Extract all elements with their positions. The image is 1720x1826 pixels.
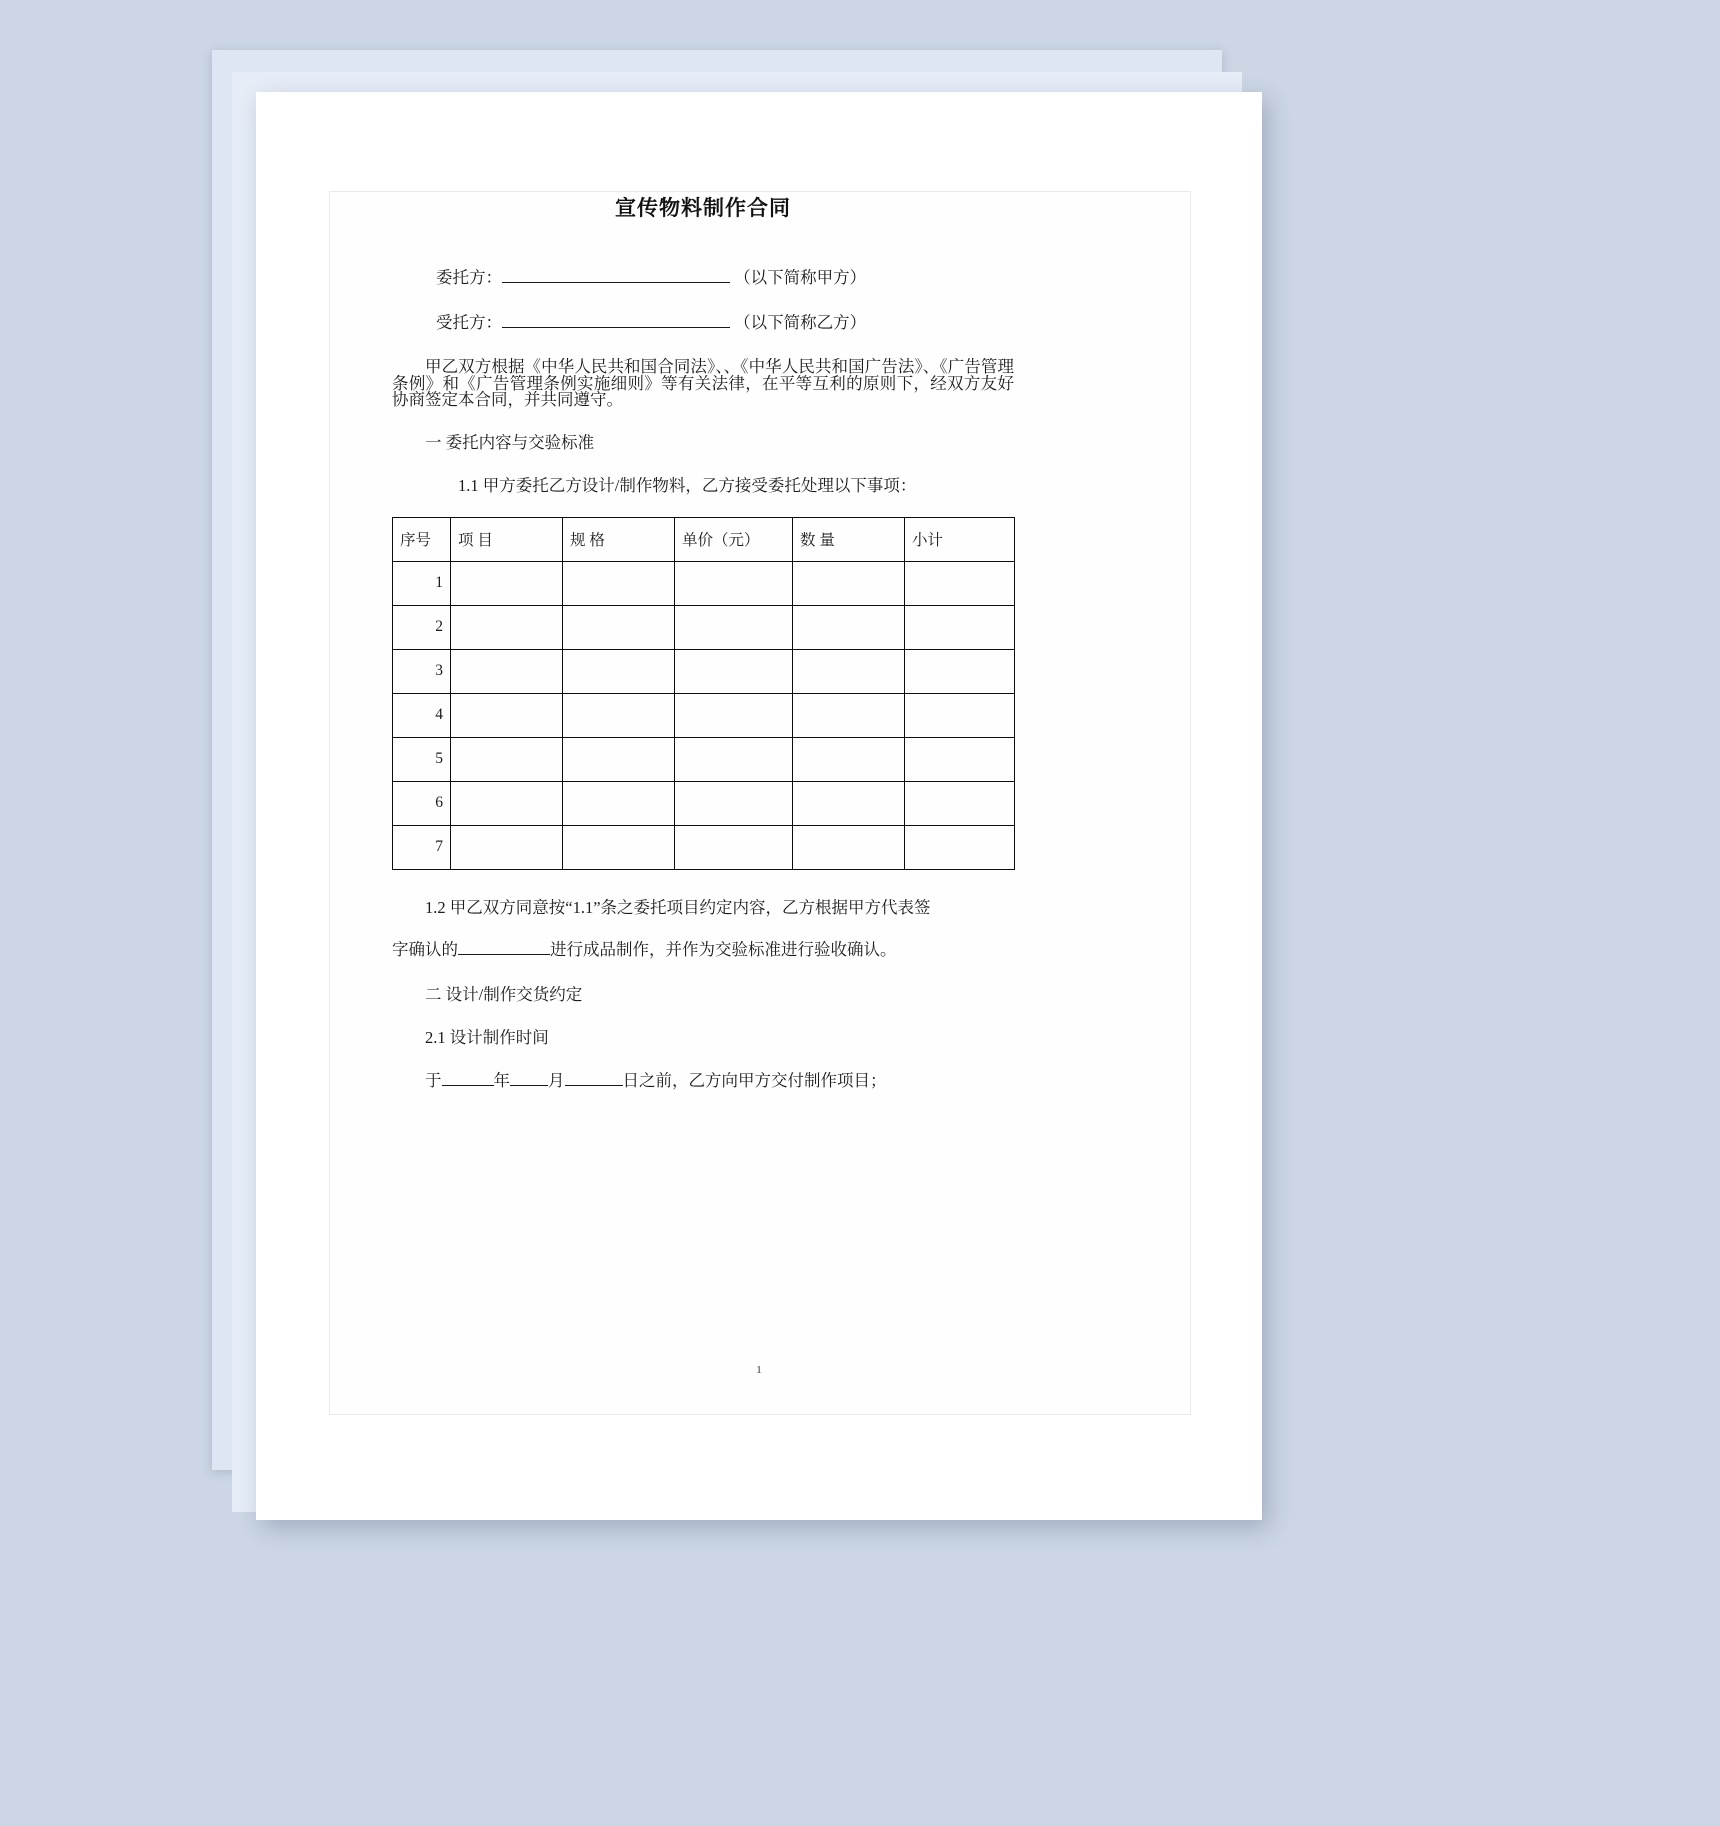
cell-spec[interactable] xyxy=(563,781,675,825)
cell-quantity[interactable] xyxy=(793,781,905,825)
delivery-day-label: 日之前，乙方向甲方交付制作项目； xyxy=(622,1070,887,1090)
cell-spec[interactable] xyxy=(563,825,675,869)
party-blank-entrusting[interactable] xyxy=(502,282,730,283)
cell-unit-price[interactable] xyxy=(675,605,793,649)
delivery-date-line xyxy=(392,1070,1014,1090)
cell-item[interactable] xyxy=(451,825,563,869)
cell-subtotal[interactable] xyxy=(905,649,1015,693)
table-header-subtotal: 小计 xyxy=(905,517,1015,561)
cell-item[interactable] xyxy=(451,737,563,781)
delivery-month-label: 月 xyxy=(548,1070,565,1090)
section-heading-2: 二 设计/制作交货约定 xyxy=(425,984,583,1004)
cell-item[interactable] xyxy=(451,561,563,605)
clause-1-1: 1.1 甲方委托乙方设计/制作物料，乙方接受委托处理以下事项： xyxy=(458,476,917,495)
section-heading-1: 一 委托内容与交验标准 xyxy=(425,432,595,452)
document-body xyxy=(392,192,1014,1117)
delivery-prefix: 于 xyxy=(425,1070,442,1090)
table-header-unit-price: 单价（元） xyxy=(675,517,793,561)
table-row xyxy=(393,605,1015,649)
cell-subtotal[interactable] xyxy=(905,605,1015,649)
cell-quantity[interactable] xyxy=(793,693,905,737)
cell-unit-price[interactable] xyxy=(675,825,793,869)
preamble-paragraph: 甲乙双方根据《中华人民共和国合同法》、、《中华人民共和国广告法》、《广告管理条例》和《广告管理条例实施细则》等有关法律，在平等互利的原则下，经双方友好协商签定本合同，并共同遵守。 xyxy=(392,357,1014,409)
cell-index: 3 xyxy=(393,649,451,693)
cell-spec[interactable] xyxy=(563,649,675,693)
cell-quantity[interactable] xyxy=(793,605,905,649)
document-page xyxy=(256,92,1262,1520)
table-row xyxy=(393,649,1015,693)
cell-spec[interactable] xyxy=(563,605,675,649)
table-row xyxy=(393,693,1015,737)
cell-unit-price[interactable] xyxy=(675,649,793,693)
table-row xyxy=(393,737,1015,781)
cell-quantity[interactable] xyxy=(793,825,905,869)
delivery-month-blank[interactable] xyxy=(510,1085,548,1086)
cell-index: 1 xyxy=(393,561,451,605)
cell-item[interactable] xyxy=(451,781,563,825)
cell-index: 2 xyxy=(393,605,451,649)
page-title: 宣传物料制作合同 xyxy=(615,196,791,220)
cell-spec[interactable] xyxy=(563,693,675,737)
party-line-entrusted xyxy=(392,312,1014,332)
delivery-year-label: 年 xyxy=(493,1070,510,1090)
cell-unit-price[interactable] xyxy=(675,781,793,825)
table-header-quantity: 数 量 xyxy=(793,517,905,561)
cell-index: 4 xyxy=(393,693,451,737)
table-header-spec: 规 格 xyxy=(563,517,675,561)
party-label-entrusting: 委托方： xyxy=(436,268,502,287)
cell-item[interactable] xyxy=(451,693,563,737)
clause-1-2-line-2 xyxy=(392,942,1014,959)
party-suffix-entrusting: （以下简称甲方） xyxy=(734,268,867,287)
cell-subtotal[interactable] xyxy=(905,561,1015,605)
party-label-entrusted: 受托方： xyxy=(436,312,502,332)
cell-unit-price[interactable] xyxy=(675,561,793,605)
cell-spec[interactable] xyxy=(563,561,675,605)
cell-unit-price[interactable] xyxy=(675,737,793,781)
table-row xyxy=(393,781,1015,825)
party-blank-entrusted[interactable] xyxy=(502,327,730,328)
clause-1-2-suffix: 进行成品制作，并作为交验标准进行验收确认。 xyxy=(550,940,897,959)
delivery-day-blank[interactable] xyxy=(565,1085,623,1086)
cell-unit-price[interactable] xyxy=(675,693,793,737)
cell-subtotal[interactable] xyxy=(905,781,1015,825)
cell-quantity[interactable] xyxy=(793,737,905,781)
cell-item[interactable] xyxy=(451,649,563,693)
cell-quantity[interactable] xyxy=(793,649,905,693)
cell-subtotal[interactable] xyxy=(905,825,1015,869)
clause-1-2-prefix: 字确认的 xyxy=(392,940,458,959)
table-header-index: 序号 xyxy=(393,517,451,561)
clause-2-1: 2.1 设计制作时间 xyxy=(425,1028,549,1047)
party-suffix-entrusted: （以下简称乙方） xyxy=(734,312,867,332)
page-number: 1 xyxy=(756,1364,762,1376)
table-header-row xyxy=(393,517,1015,561)
delivery-year-blank[interactable] xyxy=(442,1085,494,1086)
cell-item[interactable] xyxy=(451,605,563,649)
cell-index: 7 xyxy=(393,825,451,869)
cell-subtotal[interactable] xyxy=(905,693,1015,737)
cell-index: 5 xyxy=(393,737,451,781)
cell-quantity[interactable] xyxy=(793,561,905,605)
cell-index: 6 xyxy=(393,781,451,825)
party-line-entrusting xyxy=(392,270,1014,287)
cell-spec[interactable] xyxy=(563,737,675,781)
table-row xyxy=(393,561,1015,605)
clause-1-2-blank[interactable] xyxy=(458,954,550,955)
table-header-item: 项 目 xyxy=(451,517,563,561)
clause-1-2-line-1: 1.2 甲乙双方同意按“1.1”条之委托项目约定内容，乙方根据甲方代表签 xyxy=(425,897,931,917)
cell-subtotal[interactable] xyxy=(905,737,1015,781)
items-table xyxy=(392,517,1015,870)
table-row xyxy=(393,825,1015,869)
